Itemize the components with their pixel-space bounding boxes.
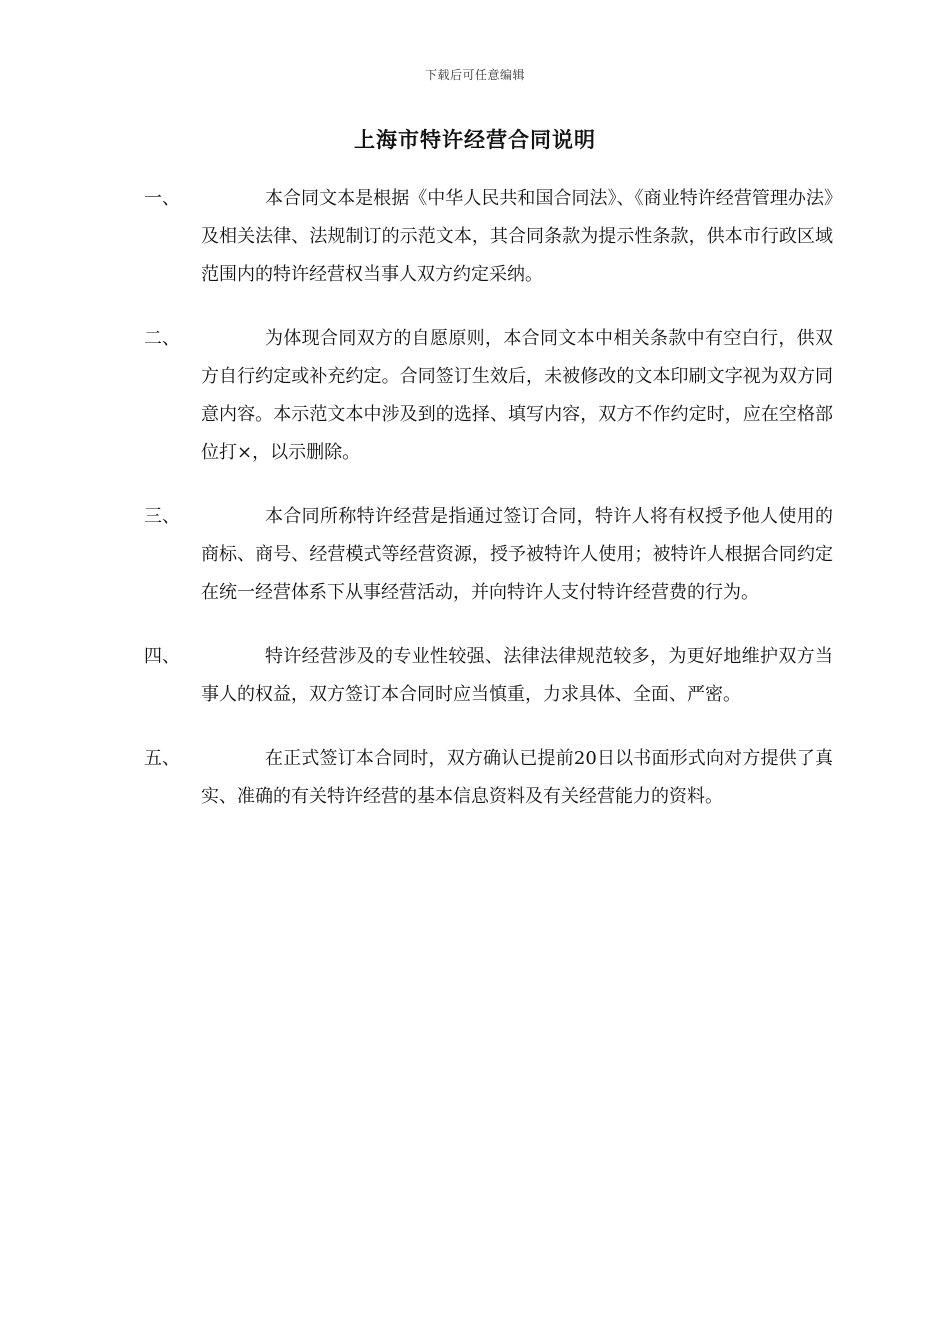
clause-number: 二、 <box>144 328 180 349</box>
clause-text: 特许经营涉及的专业性较强、法律法律规范较多，为更好地维护双方当事人的权益，双方签订本合同时应当慎重，力求具体、全面、严密。 <box>201 646 833 705</box>
clause-number: 一、 <box>144 188 180 209</box>
clause-item <box>0 740 950 816</box>
clause-list <box>0 180 950 842</box>
document-title: 上海市特许经营合同说明 <box>354 127 596 152</box>
clause-text: 本合同所称特许经营是指通过签订合同，特许人将有权授予他人使用的商标、商号、经营模式等经营资源，授予被特许人使用；被特许人根据合同约定在统一经营体系下从事经营活动，并向特许人支付特许经营费的行为。 <box>201 506 833 603</box>
clause-item <box>0 180 950 294</box>
clause-item <box>0 638 950 714</box>
clause-text: 本合同文本是根据《中华人民共和国合同法》、《商业特许经营管理办法》及相关法律、法规制订的示范文本，其合同条款为提示性条款，供本市行政区域范围内的特许经营权当事人双方约定采纳。 <box>201 188 833 285</box>
clause-text: 为体现合同双方的自愿原则，本合同文本中相关条款中有空白行，供双方自行约定或补充约定。合同签订生效后，未被修改的文本印刷文字视为双方同意内容。本示范文本中涉及到的选择、填写内容，双方不作约定时，应在空格部位打×，以示删除。 <box>201 328 833 463</box>
clause-number: 四、 <box>144 646 180 667</box>
clause-text: 在正式签订本合同时，双方确认已提前20日以书面形式向对方提供了真实、准确的有关特许经营的基本信息资料及有关经营能力的资料。 <box>201 748 833 807</box>
clause-item <box>0 320 950 472</box>
header-note: 下载后可任意编辑 <box>424 68 525 82</box>
clause-item <box>0 498 950 612</box>
clause-number: 三、 <box>144 506 180 527</box>
clause-number: 五、 <box>144 748 180 769</box>
